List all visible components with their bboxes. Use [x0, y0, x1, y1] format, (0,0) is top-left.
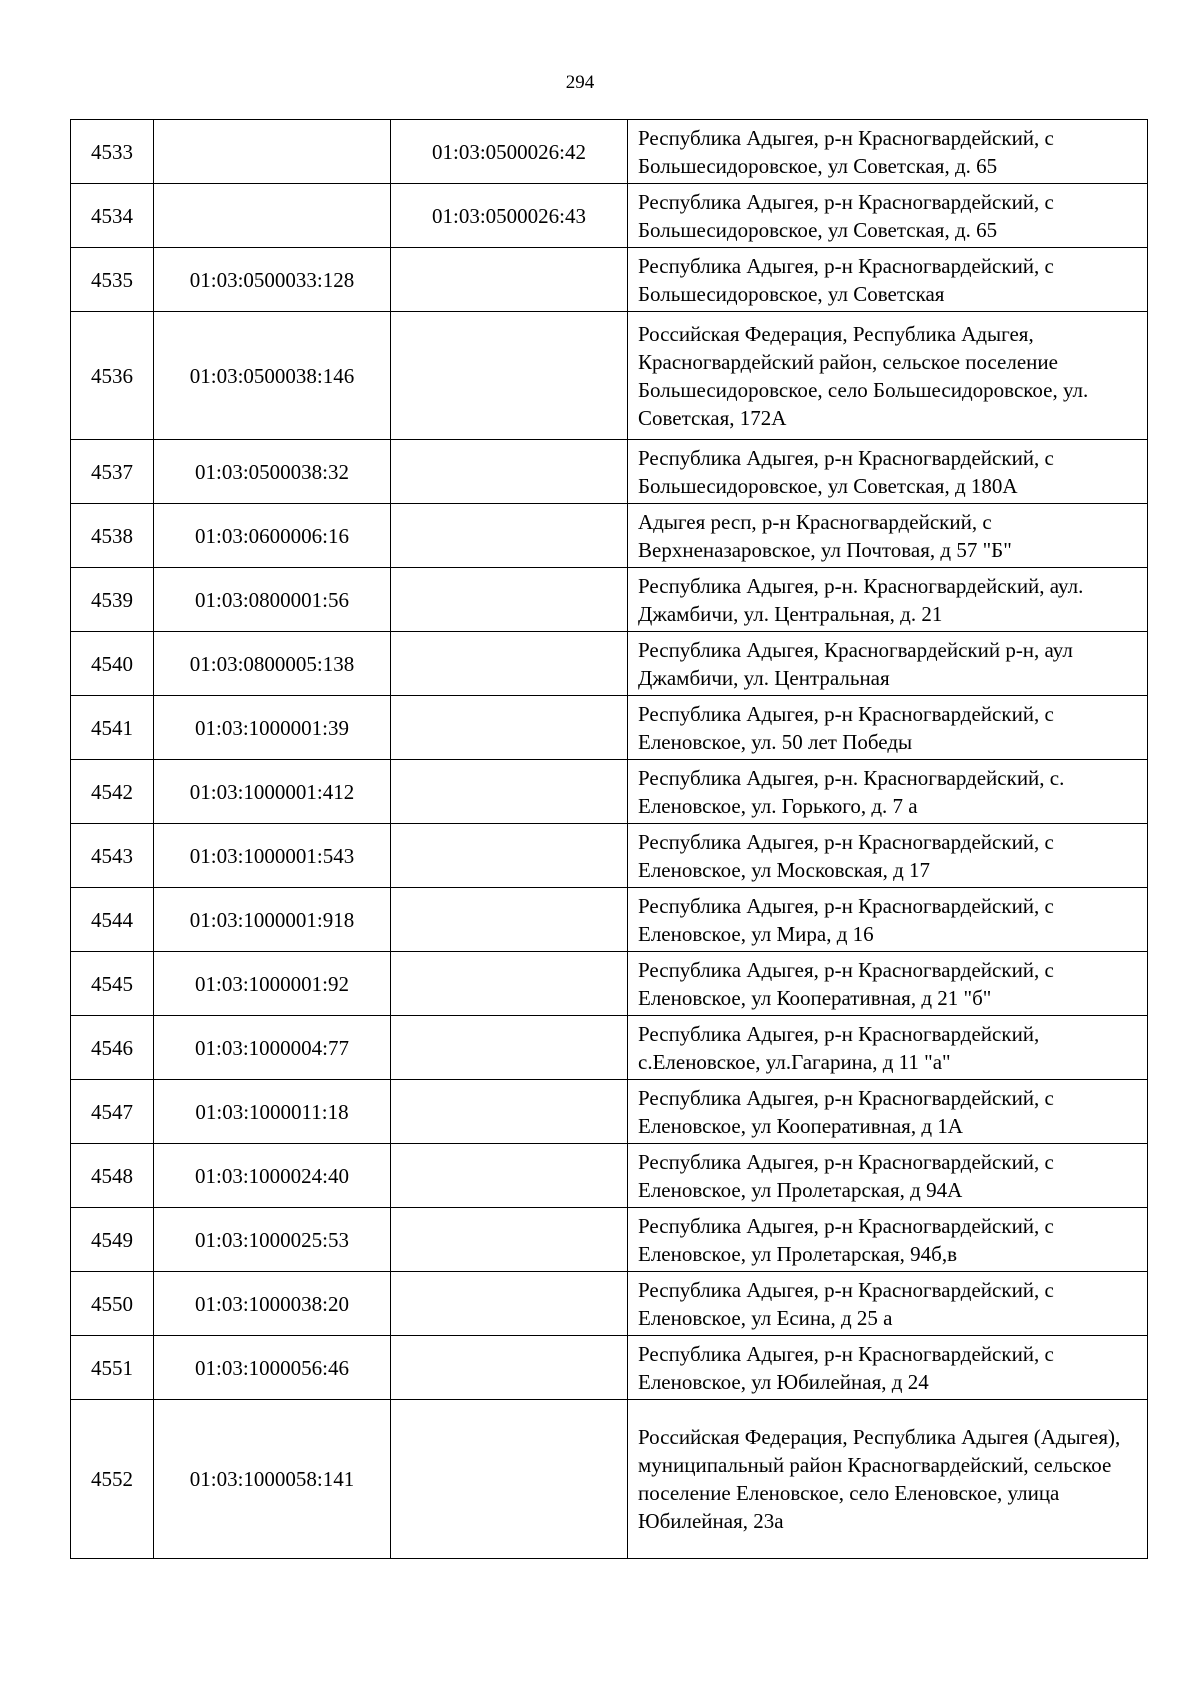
page-number: 294: [565, 72, 595, 93]
address: Российская Федерация, Республика Адыгея, Красногвардейский район, сельское поселение Большесидоровское, село Большесидоровское, ул. Советская, 172А: [628, 312, 1148, 440]
address: Республика Адыгея, р-н. Красногвардейский, с. Еленовское, ул. Горького, д. 7 а: [628, 760, 1148, 824]
table-row: [71, 120, 1148, 184]
table-row: [71, 440, 1148, 504]
table-row: [71, 312, 1148, 440]
row-number: 4538: [71, 504, 154, 568]
cadastral-number: 01:03:1000001:39: [154, 696, 391, 760]
cadastral-number: 01:03:0600006:16: [154, 504, 391, 568]
table-row: [71, 1208, 1148, 1272]
address: Республика Адыгея, р-н Красногвардейский, с Большесидоровское, ул Советская, д 180А: [628, 440, 1148, 504]
table-row: [71, 1272, 1148, 1336]
address: Республика Адыгея, р-н Красногвардейский, с Большесидоровское, ул Советская, д. 65: [628, 184, 1148, 248]
address: Республика Адыгея, р-н Красногвардейский, с Еленовское, ул Московская, д 17: [628, 824, 1148, 888]
related-cadastral-number: [391, 952, 628, 1016]
cadastral-number: 01:03:1000056:46: [154, 1336, 391, 1400]
related-cadastral-number: [391, 824, 628, 888]
related-cadastral-number: [391, 1016, 628, 1080]
cadastral-number: [154, 120, 391, 184]
row-number: 4550: [71, 1272, 154, 1336]
table-row: [71, 1144, 1148, 1208]
address: Республика Адыгея, р-н Красногвардейский, с Еленовское, ул Пролетарская, 94б,в: [628, 1208, 1148, 1272]
row-number: 4552: [71, 1400, 154, 1559]
related-cadastral-number: 01:03:0500026:43: [391, 184, 628, 248]
cadastral-number: 01:03:1000001:92: [154, 952, 391, 1016]
cadastral-number: 01:03:1000025:53: [154, 1208, 391, 1272]
related-cadastral-number: [391, 1208, 628, 1272]
cadastral-number: 01:03:1000058:141: [154, 1400, 391, 1559]
address: Республика Адыгея, р-н Красногвардейский, с.Еленовское, ул.Гагарина, д 11 "а": [628, 1016, 1148, 1080]
row-number: 4542: [71, 760, 154, 824]
table-row: [71, 1336, 1148, 1400]
related-cadastral-number: [391, 888, 628, 952]
cadastral-number: 01:03:0800005:138: [154, 632, 391, 696]
address: Республика Адыгея, р-н Красногвардейский, с Большесидоровское, ул Советская: [628, 248, 1148, 312]
cadastral-number: 01:03:1000001:412: [154, 760, 391, 824]
cadastral-number: 01:03:0500033:128: [154, 248, 391, 312]
address: Республика Адыгея, р-н Красногвардейский, с Еленовское, ул Юбилейная, д 24: [628, 1336, 1148, 1400]
table-row: [71, 888, 1148, 952]
address: Республика Адыгея, р-н Красногвардейский, с Большесидоровское, ул Советская, д. 65: [628, 120, 1148, 184]
address: Республика Адыгея, Красногвардейский р-н, аул Джамбичи, ул. Центральная: [628, 632, 1148, 696]
cadastral-number: 01:03:1000024:40: [154, 1144, 391, 1208]
row-number: 4546: [71, 1016, 154, 1080]
table-row: [71, 824, 1148, 888]
related-cadastral-number: [391, 1400, 628, 1559]
row-number: 4545: [71, 952, 154, 1016]
row-number: 4541: [71, 696, 154, 760]
address: Адыгея респ, р-н Красногвардейский, с Верхненазаровское, ул Почтовая, д 57 "Б": [628, 504, 1148, 568]
address: Республика Адыгея, р-н Красногвардейский, с Еленовское, ул Пролетарская, д 94А: [628, 1144, 1148, 1208]
address: Республика Адыгея, р-н. Красногвардейский, аул. Джамбичи, ул. Центральная, д. 21: [628, 568, 1148, 632]
related-cadastral-number: [391, 248, 628, 312]
cadastral-number: [154, 184, 391, 248]
related-cadastral-number: [391, 696, 628, 760]
cadastral-number: 01:03:1000001:543: [154, 824, 391, 888]
row-number: 4534: [71, 184, 154, 248]
cadastral-number: 01:03:1000038:20: [154, 1272, 391, 1336]
related-cadastral-number: [391, 568, 628, 632]
table-row: [71, 184, 1148, 248]
row-number: 4543: [71, 824, 154, 888]
cadastral-number: 01:03:1000011:18: [154, 1080, 391, 1144]
related-cadastral-number: [391, 1336, 628, 1400]
table-row: [71, 1016, 1148, 1080]
related-cadastral-number: [391, 632, 628, 696]
row-number: 4551: [71, 1336, 154, 1400]
cadastral-number: 01:03:0800001:56: [154, 568, 391, 632]
related-cadastral-number: [391, 504, 628, 568]
cadastral-number: 01:03:0500038:146: [154, 312, 391, 440]
address: Республика Адыгея, р-н Красногвардейский, с Еленовское, ул. 50 лет Победы: [628, 696, 1148, 760]
cadastral-number: 01:03:0500038:32: [154, 440, 391, 504]
row-number: 4533: [71, 120, 154, 184]
related-cadastral-number: 01:03:0500026:42: [391, 120, 628, 184]
table-row: [71, 696, 1148, 760]
row-number: 4540: [71, 632, 154, 696]
table-row: [71, 760, 1148, 824]
related-cadastral-number: [391, 312, 628, 440]
address: Республика Адыгея, р-н Красногвардейский, с Еленовское, ул Кооперативная, д 1А: [628, 1080, 1148, 1144]
table-row: [71, 568, 1148, 632]
row-number: 4537: [71, 440, 154, 504]
related-cadastral-number: [391, 1144, 628, 1208]
related-cadastral-number: [391, 1272, 628, 1336]
table-row: [71, 504, 1148, 568]
related-cadastral-number: [391, 760, 628, 824]
address: Республика Адыгея, р-н Красногвардейский, с Еленовское, ул Мира, д 16: [628, 888, 1148, 952]
table-row: [71, 952, 1148, 1016]
table-row: [71, 632, 1148, 696]
address: Республика Адыгея, р-н Красногвардейский, с Еленовское, ул Кооперативная, д 21 "б": [628, 952, 1148, 1016]
related-cadastral-number: [391, 440, 628, 504]
row-number: 4544: [71, 888, 154, 952]
table-row: [71, 1400, 1148, 1559]
row-number: 4536: [71, 312, 154, 440]
cadastral-number: 01:03:1000004:77: [154, 1016, 391, 1080]
table-row: [71, 248, 1148, 312]
row-number: 4539: [71, 568, 154, 632]
related-cadastral-number: [391, 1080, 628, 1144]
table-row: [71, 1080, 1148, 1144]
cadastral-number: 01:03:1000001:918: [154, 888, 391, 952]
row-number: 4549: [71, 1208, 154, 1272]
registry-table: [70, 119, 1148, 1559]
address: Республика Адыгея, р-н Красногвардейский, с Еленовское, ул Есина, д 25 а: [628, 1272, 1148, 1336]
row-number: 4548: [71, 1144, 154, 1208]
address: Российская Федерация, Республика Адыгея (Адыгея), муниципальный район Красногвардейский, сельское поселение Еленовское, село Еленовское, улица Юбилейная, 23а: [628, 1400, 1148, 1559]
row-number: 4535: [71, 248, 154, 312]
row-number: 4547: [71, 1080, 154, 1144]
